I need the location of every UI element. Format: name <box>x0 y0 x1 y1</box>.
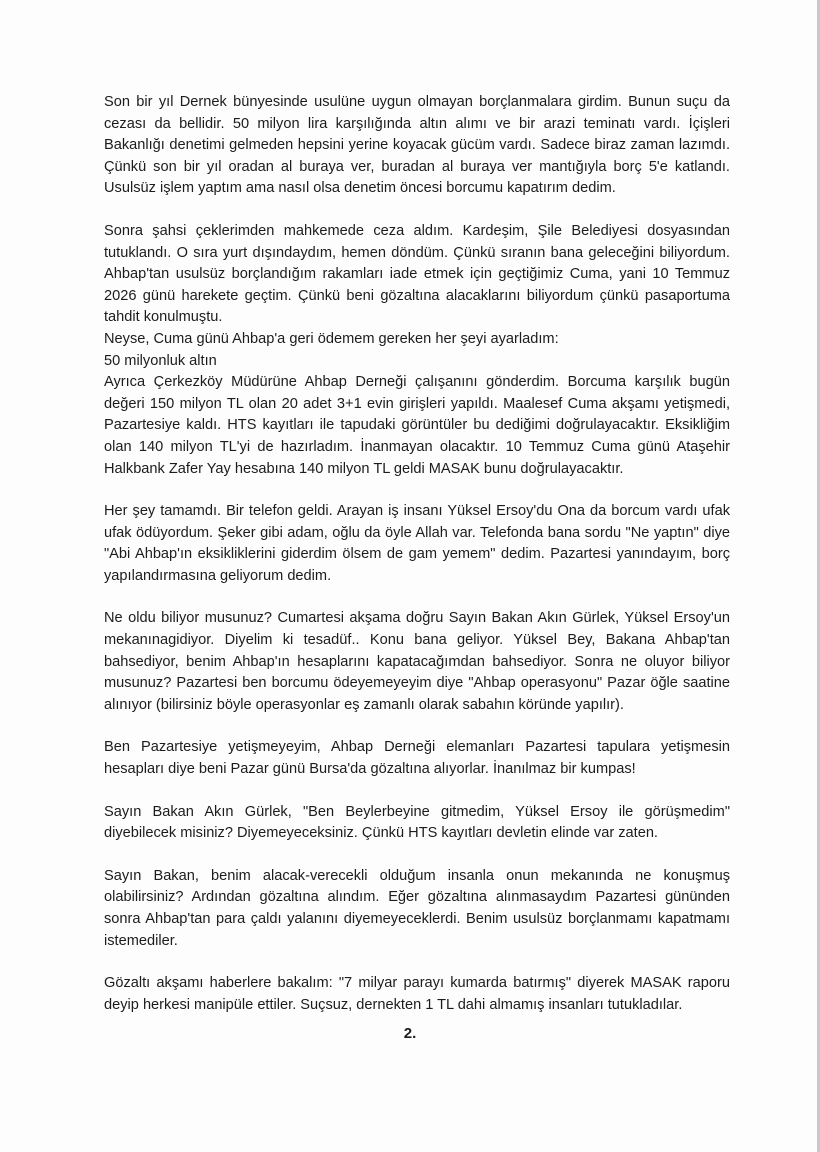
paragraph-11: Gözaltı akşamı haberlere bakalım: "7 milyar parayı kumarda batırmış" diyerek MASAK raporu deyip herkesi manipüle ettiler. Suçsuz, dernekten 1 TL dahi almamış insanları tutukladılar. <box>104 975 730 1013</box>
paragraph-10: Sayın Bakan, benim alacak-verecekli olduğum insanla onun mekanında ne konuşmuş olabilirsiniz? Ardından gözaltına alındım. Eğer gözaltına alınmasaydım Pazartesi gününden sonra Ahbap'tan para çaldı yalanını diyemeyeceklerdi. Benim usulsüz borçlanmamı kapatmamı istemediler. <box>104 867 730 949</box>
paragraph-3: Neyse, Cuma günü Ahbap'a geri ödemem gereken her şeyi ayarladım: <box>104 330 559 347</box>
page-number: 2. <box>403 1025 417 1042</box>
paragraph-5: Ayrıca Çerkezköy Müdürüne Ahbap Derneği çalışanını gönderdim. Borcuma karşılık bugün değeri 150 milyon TL olan 20 adet 3+1 evin girişleri yapıldı. Maalesef Cuma akşamı yetişmedi, Pazartesiye kaldı. HTS kayıtları ile tapudaki görüntüler bu dediğimi doğrulayacaktır. Eksikliğim olan 140 milyon TL'yi de hazırladım. İnanmayan olacaktır. 10 Temmuz Cuma günü Ataşehir Halkbank Zafer Yay hesabına 140 milyon TL geldi MASAK bunu doğrulayacaktır. <box>104 374 730 477</box>
paragraph-2: Sonra şahsi çeklerimden mahkemede ceza aldım. Kardeşim, Şile Belediyesi dosyasından tutuklandı. O sıra yurt dışındaydım, hemen döndüm. Çünkü sıranın bana geleceğini biliyordum. Ahbap'tan usulsüz borçlandığım rakamları iade etmek için geçtiğimiz Cuma, yani 10 Temmuz 2026 günü harekete geçtim. Çünkü beni gözaltına alacaklarını biliyordum çünkü pasaportuma tahdit konulmuştu. <box>104 222 730 326</box>
paragraph-9: Sayın Bakan Akın Gürlek, "Ben Beylerbeyine gitmedim, Yüksel Ersoy ile görüşmedim" diyebilecek misiniz? Diyemeyeceksiniz. Çünkü HTS kayıtları devletin elinde var zaten. <box>104 803 730 842</box>
paragraph-4: 50 milyonluk altın <box>104 352 217 369</box>
paragraph-6: Her şey tamamdı. Bir telefon geldi. Arayan iş insanı Yüksel Ersoy'du Ona da borcum vardı ufak ufak ödüyordum. Şeker gibi adam, oğlu da öyle Allah var. Telefonda bana sordu "Ne yaptın" diye "Abi Ahbap'ın eksikliklerini giderdim ölsem de gam yemem" dedim. Pazartesi yanındayım, borç yapılandırmasına geliyorum dedim. <box>104 503 730 584</box>
paragraph-8: Ben Pazartesiye yetişmeyeyim, Ahbap Derneği elemanları Pazartesi tapulara yetişmesin hesapları diye beni Pazar günü Bursa'da gözaltına alıyorlar. İnanılmaz bir kumpas! <box>104 739 730 778</box>
paragraph-7: Ne oldu biliyor musunuz? Cumartesi akşama doğru Sayın Bakan Akın Gürlek, Yüksel Ersoy'un mekanınagidiyor. Diyelim ki tesadüf.. Konu bana geliyor. Yüksel Bey, Bakana Ahbap'tan bahsediyor, benim Ahbap'ın hesaplarını kapatacağımdan bahsediyor. Sonra ne oluyor biliyor musunuz? Pazartesi ben borcumu ödeyemeyeyim diye "Ahbap operasyonu" Pazar öğle saatine alınıyor (bilirsiniz böyle operasyonlar eş zamanlı olarak sabahın köründe yapılır). <box>104 610 730 713</box>
document-body <box>104 92 730 1016</box>
paragraph-1: Son bir yıl Dernek bünyesinde usulüne uygun olmayan borçlanmalara girdim. Bunun suçu da cezası da bellidir. 50 milyon lira karşılığında altın alımı ve bir arazi teminatı vardı. İçişleri Bakanlığı denetimi gelmeden hepsini yerine koyacak gücüm vardı. Sadece biraz zaman lazımdı. Çünkü son bir yıl oradan al buraya ver, buradan al buraya ver mantığıyla borç 5'e katlandı. Usulsüz işlem yaptım ama nasıl olsa denetim öncesi borcumu kapatırım dedim. <box>104 94 730 197</box>
